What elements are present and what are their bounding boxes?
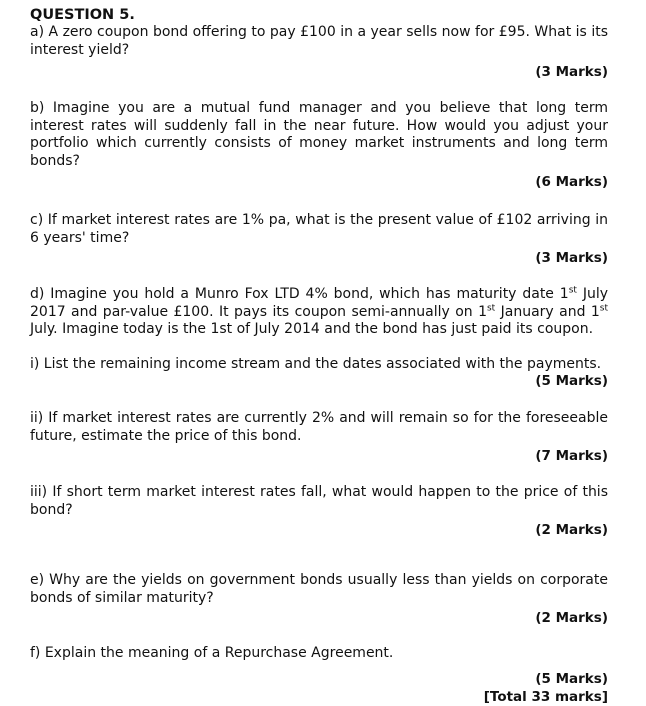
part-d-intro-4: July. Imagine today is the 1st of July 2014 and the bond has just paid its coupon. (30, 321, 594, 337)
part-b-marks: (6 Marks) (535, 174, 608, 190)
part-d-intro-1: d) Imagine you hold a Munro Fox LTD 4% bond, which has maturity date 1 (30, 286, 569, 302)
question-title: QUESTION 5. (30, 7, 135, 23)
part-b-text: b) Imagine you are a mutual fund manager and you believe that long term interest rates will suddenly fall in the near future. How would you adjust your portfolio which currently consists of money market instruments and long term bonds? (30, 100, 608, 169)
part-f-text: f) Explain the meaning of a Repurchase Agreement. (30, 645, 394, 661)
part-d-i-marks: (5 Marks) (535, 373, 608, 389)
part-f-marks: (5 Marks) (535, 670, 608, 687)
part-d-ii-text: ii) If market interest rates are currently 2% and will remain so for the foreseeable future, estimate the price of this bond. (30, 410, 608, 444)
part-e-marks: (2 Marks) (535, 610, 608, 626)
ordinal-suffix: st (599, 302, 609, 313)
part-d-ii-marks: (7 Marks) (535, 448, 608, 464)
part-d-intro-2: July 2017 and par-value £100. It pays its coupon semi-annually on 1 (30, 286, 608, 320)
part-d-iii-text: iii) If short term market interest rates fall, what would happen to the price of this bond? (30, 484, 608, 518)
part-d-intro-3: January and 1 (495, 303, 600, 320)
part-a-text: a) A zero coupon bond offering to pay £100 in a year sells now for £95. What is its interest yield? (30, 24, 608, 58)
part-c-marks: (3 Marks) (535, 250, 608, 266)
part-c-text: c) If market interest rates are 1% pa, what is the present value of £102 arriving in 6 years' time? (30, 212, 608, 246)
total-marks: [Total 33 marks] (483, 688, 608, 705)
ordinal-suffix: st (568, 285, 577, 296)
ordinal-suffix: st (486, 302, 496, 313)
part-e-text: e) Why are the yields on government bonds usually less than yields on corporate bonds of similar maturity? (30, 572, 608, 606)
part-d-intro (30, 286, 608, 339)
part-d-i-text: i) List the remaining income stream and the dates associated with the payments. (30, 355, 602, 372)
part-a-marks: (3 Marks) (535, 64, 608, 80)
part-d-iii-marks: (2 Marks) (535, 522, 608, 538)
